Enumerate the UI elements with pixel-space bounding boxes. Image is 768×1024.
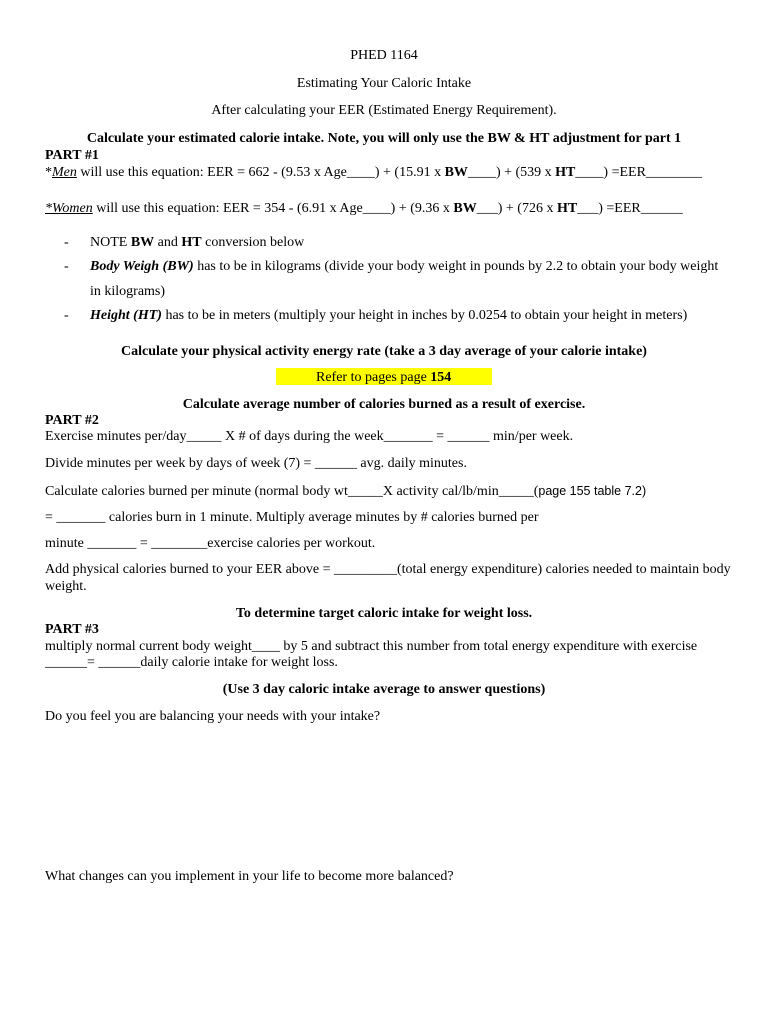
women-label: *Women <box>45 201 93 216</box>
part2-line6-cont: weight. <box>45 579 87 594</box>
men-star: * <box>45 165 52 180</box>
question-1: Do you feel you are balancing your needs with your intake? <box>45 709 381 724</box>
bullet-note <box>90 235 304 251</box>
bw-label: Body Weigh (BW) <box>90 259 194 274</box>
men-eq-a: will use this equation: EER = 662 - (9.53 x Age____) + (15.91 x <box>76 165 445 180</box>
bullet-note-ht: HT <box>181 235 202 250</box>
part3-heading: PART #3 <box>45 622 99 637</box>
refer-pages <box>316 370 451 386</box>
part3-center-heading: To determine target caloric intake for weight loss. <box>235 606 533 621</box>
women-ht: HT <box>556 201 578 216</box>
women-eq-b: ___) + (726 x <box>476 201 557 216</box>
part2-line3-a: Calculate calories burned per minute (normal body wt_____X activity cal/lb/min_____( <box>45 484 539 499</box>
women-eq-a: will use this equation: EER = 354 - (6.91 x Age____) + (9.36 x <box>92 201 454 216</box>
activity-heading: Calculate your physical activity energy rate (take a 3 day average of your calorie intake) <box>121 344 647 359</box>
part1-instruction: Calculate your estimated calorie intake. Note, you will only use the BW & HT adjustment for part 1 <box>86 131 682 146</box>
women-equation <box>45 201 683 217</box>
men-bw: BW <box>444 165 468 180</box>
bullet-note-bw: BW <box>130 235 155 250</box>
refer-page-number: 154 <box>430 370 452 385</box>
ht-text: has to be in meters (multiply your height in inches by 0.0254 to obtain your height in meters) <box>161 308 688 323</box>
bullet-note-c: conversion below <box>201 235 305 250</box>
part2-line6: Add physical calories burned to your EER above = _________(total energy expenditure) calories needed to maintain body <box>45 562 731 577</box>
questions-heading: (Use 3 day caloric intake average to answer questions) <box>222 682 546 697</box>
men-ht: HT <box>555 165 576 180</box>
bullet-note-a: NOTE <box>90 235 131 250</box>
part2-line1: Exercise minutes per/day_____ X # of days during the week_______ = ______ min/per week. <box>45 429 574 444</box>
part2-line5: minute _______ = ________exercise calories per workout. <box>45 536 376 551</box>
part2-heading: PART #2 <box>45 413 99 428</box>
women-eq-c: ___) =EER______ <box>577 201 683 216</box>
page-title: Estimating Your Caloric Intake <box>296 76 472 91</box>
course-code: PHED 1164 <box>350 48 418 63</box>
bullet-height <box>90 308 687 324</box>
bullet-note-b: and <box>154 235 182 250</box>
part2-line3 <box>45 483 646 500</box>
bullet-dash: - <box>64 235 69 250</box>
part2-line2: Divide minutes per week by days of week (7) = ______ avg. daily minutes. <box>45 456 467 471</box>
part2-line3-ref: page 155 table 7.2) <box>538 484 647 498</box>
page-subtitle: After calculating your EER (Estimated Energy Requirement). <box>211 103 557 118</box>
bullet-body-weight-cont: in kilograms) <box>90 284 166 299</box>
question-2: What changes can you implement in your life to become more balanced? <box>45 869 454 884</box>
bw-text: has to be in kilograms (divide your body weight in pounds by 2.2 to obtain your body weight <box>193 259 719 274</box>
men-eq-b: ____) + (539 x <box>467 165 556 180</box>
men-equation <box>45 165 702 181</box>
part3-line2: ______= ______daily calorie intake for weight loss. <box>45 655 338 670</box>
women-bw: BW <box>453 201 477 216</box>
bullet-dash: - <box>64 308 69 323</box>
part3-line1: multiply normal current body weight____ by 5 and subtract this number from total energy expenditure with exercise <box>45 639 698 654</box>
refer-text: Refer to pages page <box>316 370 431 385</box>
men-label: Men <box>52 165 77 180</box>
ht-label: Height (HT) <box>90 308 162 323</box>
bullet-dash: - <box>64 259 69 274</box>
bullet-body-weight <box>90 259 718 275</box>
part1-heading: PART #1 <box>45 148 99 163</box>
men-eq-c: ____) =EER________ <box>575 165 702 180</box>
part2-line4: = _______ calories burn in 1 minute. Multiply average minutes by # calories burned per <box>45 510 539 525</box>
average-heading: Calculate average number of calories burned as a result of exercise. <box>182 397 586 412</box>
